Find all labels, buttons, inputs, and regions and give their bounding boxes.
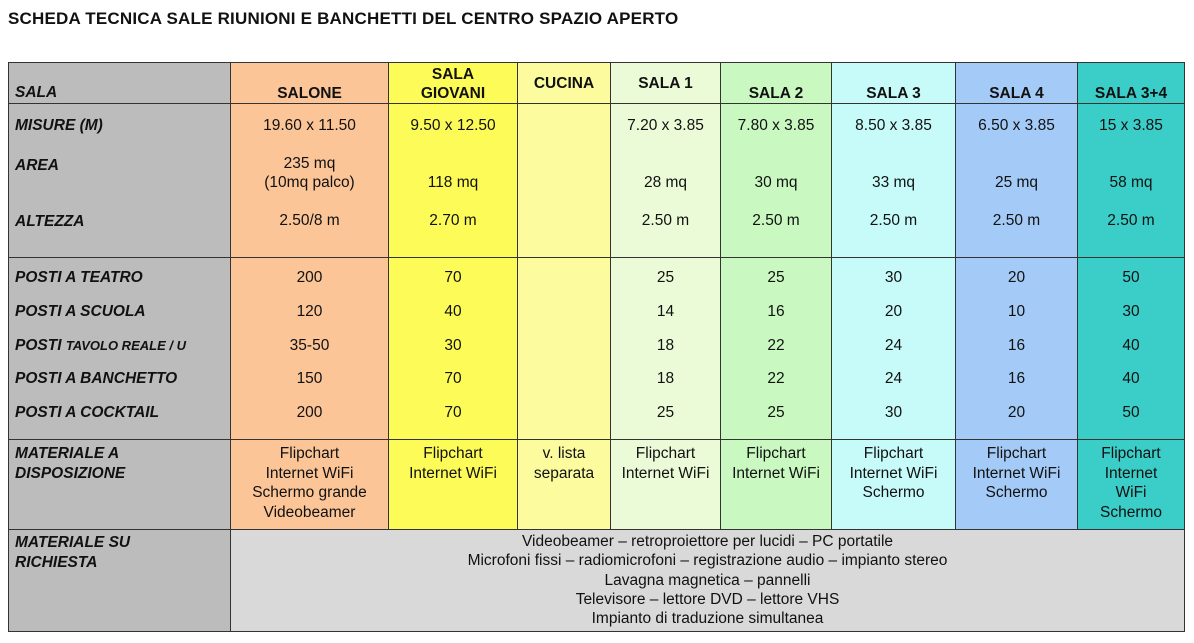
room-header-sala-1: SALA 1 [611, 63, 721, 104]
richiesta-item: Impianto di traduzione simultanea [591, 610, 824, 628]
label-posti-cocktail: POSTI A COCKTAIL [15, 404, 160, 422]
room-header-sala-3: SALA 3 [832, 63, 956, 104]
materiale-sala-2: Flipchart Internet WiFi [721, 440, 832, 530]
richiesta-item: Televisore – lettore DVD – lettore VHS [575, 590, 840, 608]
room-header-sala-giovani: SALA GIOVANI [389, 63, 518, 104]
rooms-spec-table [8, 62, 1185, 632]
label-posti-tavolo: POSTI TAVOLO REALE / U [15, 336, 186, 354]
label-posti-banchetto: POSTI A BANCHETTO [15, 370, 178, 388]
materiale-sala-3-4: Flipchart Internet WiFi Schermo [1078, 440, 1185, 530]
seats-sala-3-4: 50 30 40 40 50 [1078, 258, 1185, 440]
seats-sala-giovani: 70 40 30 70 70 [389, 258, 518, 440]
seats-sala-3: 30 20 24 24 30 [832, 258, 956, 440]
materiale-sala-4: Flipchart Internet WiFi Schermo [956, 440, 1078, 530]
seating-labels [9, 258, 231, 440]
label-materiale-disposizione: MATERIALE A DISPOSIZIONE [9, 440, 231, 530]
dims-sala-giovani: 9.50 x 12.50 118 mq 2.70 m [389, 104, 518, 258]
seating-row [9, 258, 1185, 440]
dims-sala-3-4: 15 x 3.85 58 mq 2.50 m [1078, 104, 1185, 258]
materiale-sala-1: Flipchart Internet WiFi [611, 440, 721, 530]
materiale-salone: Flipchart Internet WiFi Schermo grande Videobeamer [231, 440, 389, 530]
page-title: SCHEDA TECNICA SALE RIUNIONI E BANCHETTI DEL CENTRO SPAZIO APERTO [8, 9, 679, 28]
header-row [9, 63, 1185, 104]
materiale-sala-giovani: Flipchart Internet WiFi [389, 440, 518, 530]
materiale-sala-3: Flipchart Internet WiFi Schermo [832, 440, 956, 530]
richiesta-list [231, 530, 1185, 632]
label-posti-scuola: POSTI A SCUOLA [15, 302, 146, 320]
dims-sala-2: 7.80 x 3.85 30 mq 2.50 m [721, 104, 832, 258]
richiesta-item: Lavagna magnetica – pannelli [604, 571, 811, 589]
seats-sala-1: 25 14 18 18 25 [611, 258, 721, 440]
dims-salone: 19.60 x 11.50 235 mq (10mq palco) 2.50/8 m [231, 104, 389, 258]
label-area: AREA [15, 156, 59, 174]
room-header-sala-4: SALA 4 [956, 63, 1078, 104]
richiesta-row [9, 530, 1185, 632]
label-misure: MISURE (M) [15, 117, 103, 134]
row-label-sala: SALA [9, 63, 231, 104]
dimensions-row [9, 104, 1185, 258]
label-materiale-richiesta: MATERIALE SU RICHIESTA [9, 530, 231, 632]
label-posti-teatro: POSTI A TEATRO [15, 269, 143, 286]
room-header-cucina: CUCINA [518, 63, 611, 104]
room-header-sala-3-4: SALA 3+4 [1078, 63, 1185, 104]
materiale-cucina: v. lista separata [518, 440, 611, 530]
dims-sala-1: 7.20 x 3.85 28 mq 2.50 m [611, 104, 721, 258]
room-header-sala-2: SALA 2 [721, 63, 832, 104]
materiale-row [9, 440, 1185, 530]
label-altezza: ALTEZZA [15, 213, 85, 230]
dims-sala-3: 8.50 x 3.85 33 mq 2.50 m [832, 104, 956, 258]
richiesta-item: Microfoni fissi – radiomicrofoni – registrazione audio – impianto stereo [467, 552, 948, 570]
seats-sala-2: 25 16 22 22 25 [721, 258, 832, 440]
dims-sala-4: 6.50 x 3.85 25 mq 2.50 m [956, 104, 1078, 258]
dimensions-labels [9, 104, 231, 258]
seats-cucina [518, 258, 611, 440]
seats-salone: 200 120 35-50 150 200 [231, 258, 389, 440]
richiesta-item: Videobeamer – retroproiettore per lucidi – PC portatile [521, 533, 894, 550]
seats-sala-4: 20 10 16 16 20 [956, 258, 1078, 440]
dims-cucina [518, 104, 611, 258]
room-header-salone: SALONE [231, 63, 389, 104]
